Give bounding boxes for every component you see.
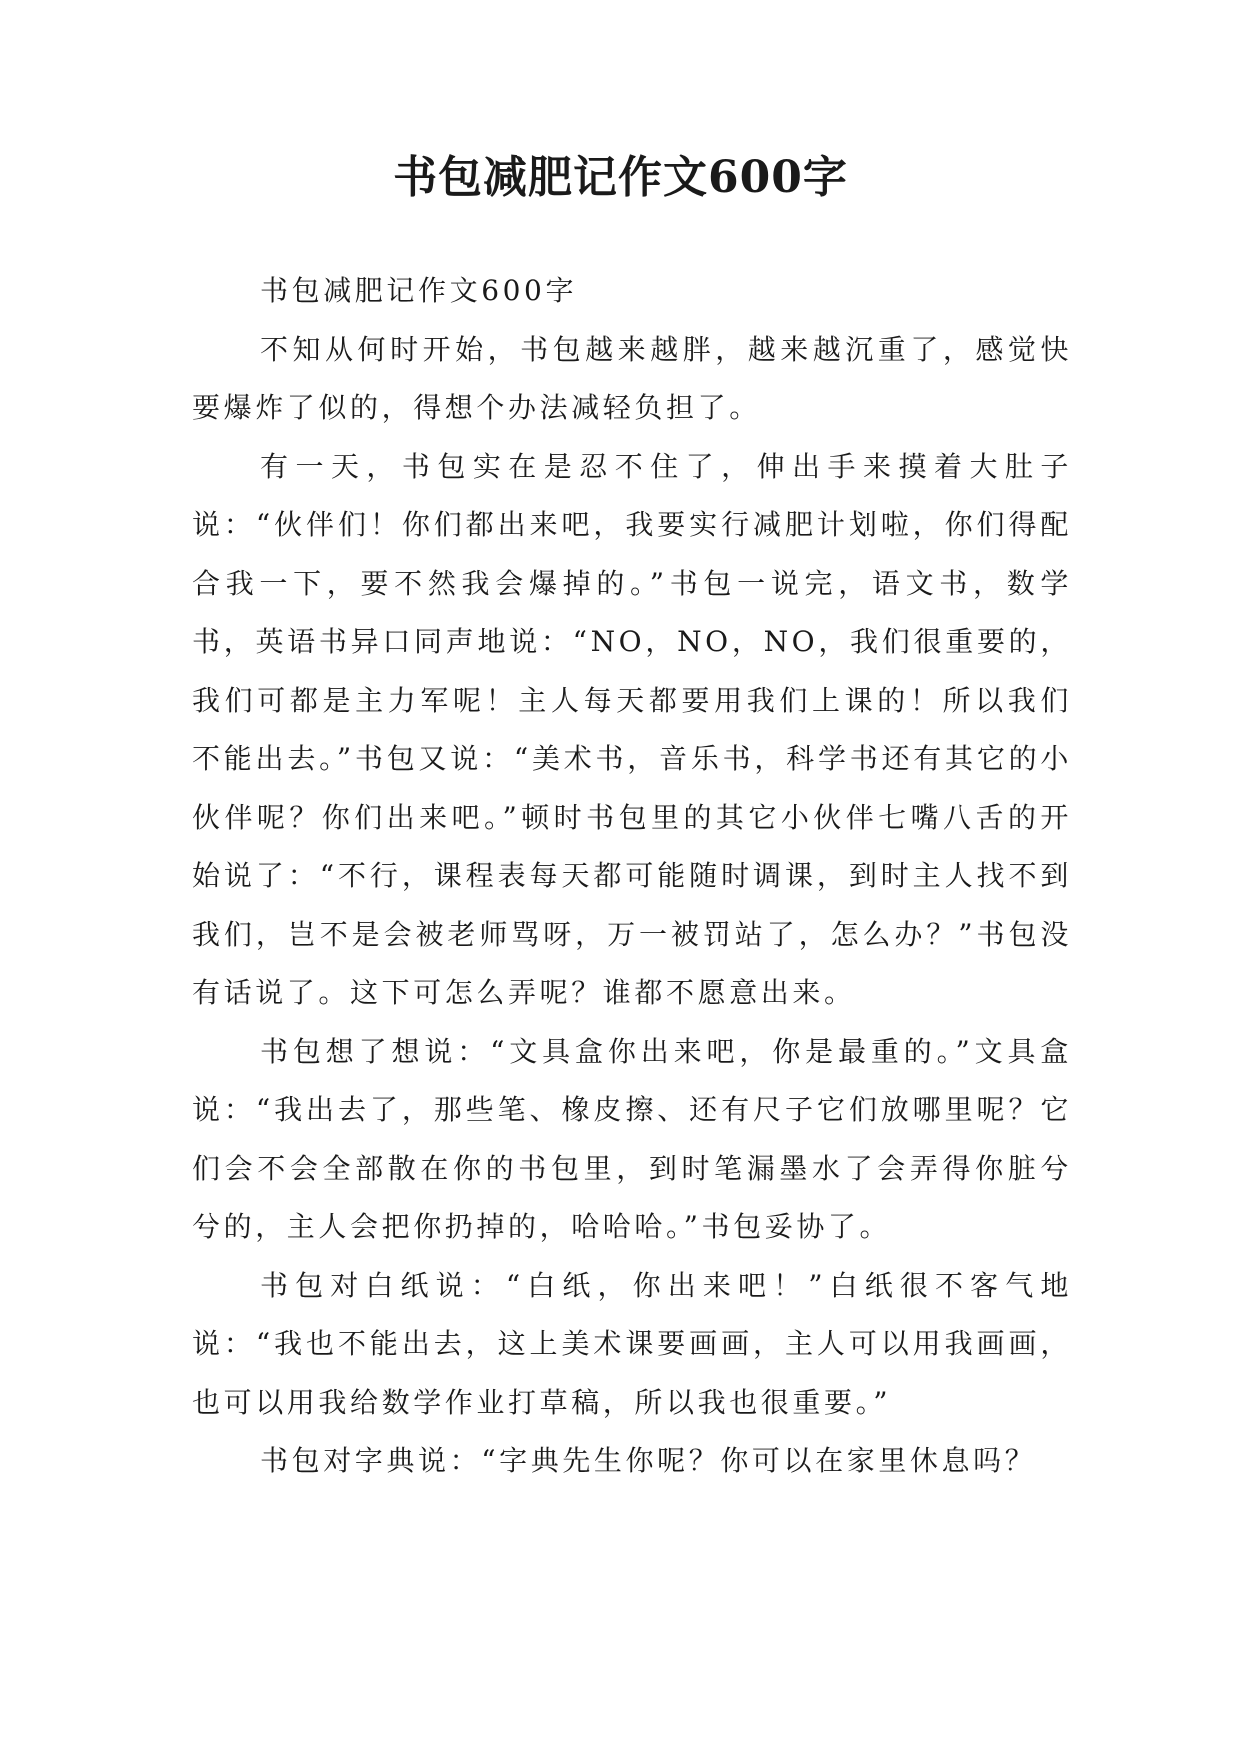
paragraph: 有一天，书包实在是忍不住了，伸出手来摸着大肚子说：“伙伴们！你们都出来吧，我要实行减肥计划啦，你们得配合我一下，要不然我会爆掉的。”书包一说完，语文书，数学书，英语书异口同声地说：“NO，NO，NO，我们很重要的，我们可都是主力军呢！主人每天都要用我们上课的！所以我们不能出去。”书包又说：“美术书，音乐书，科学书还有其它的小伙伴呢？你们出来吧。”顿时书包里的其它小伙伴七嘴八舌的开始说了：“不行，课程表每天都可能随时调课，到时主人找不到我们，岂不是会被老师骂呀，万一被罚站了，怎么办？”书包没有话说了。这下可怎么弄呢？谁都不愿意出来。 bbox=[192, 449, 1072, 1009]
paragraph: 不知从何时开始，书包越来越胖，越来越沉重了，感觉快要爆炸了似的，得想个办法减轻负担了。 bbox=[192, 332, 1072, 424]
paragraph-subtitle: 书包减肥记作文600字 bbox=[260, 274, 578, 307]
paragraph: 书包想了想说：“文具盒你出来吧，你是最重的。”文具盒说：“我出去了，那些笔、橡皮擦、还有尺子它们放哪里呢？它们会不会全部散在你的书包里，到时笔漏墨水了会弄得你脏兮兮的，主人会把你扔掉的，哈哈哈。”书包妥协了。 bbox=[192, 1034, 1072, 1243]
paragraph: 书包对白纸说：“白纸，你出来吧！”白纸很不客气地说：“我也不能出去，这上美术课要画画，主人可以用我画画，也可以用我给数学作业打草稿，所以我也很重要。” bbox=[192, 1268, 1072, 1419]
paragraph: 书包对字典说：“字典先生你呢？你可以在家里休息吗？ bbox=[260, 1444, 1037, 1477]
document-body bbox=[192, 262, 1072, 1491]
document-title: 书包减肥记作文600字 bbox=[393, 152, 848, 203]
